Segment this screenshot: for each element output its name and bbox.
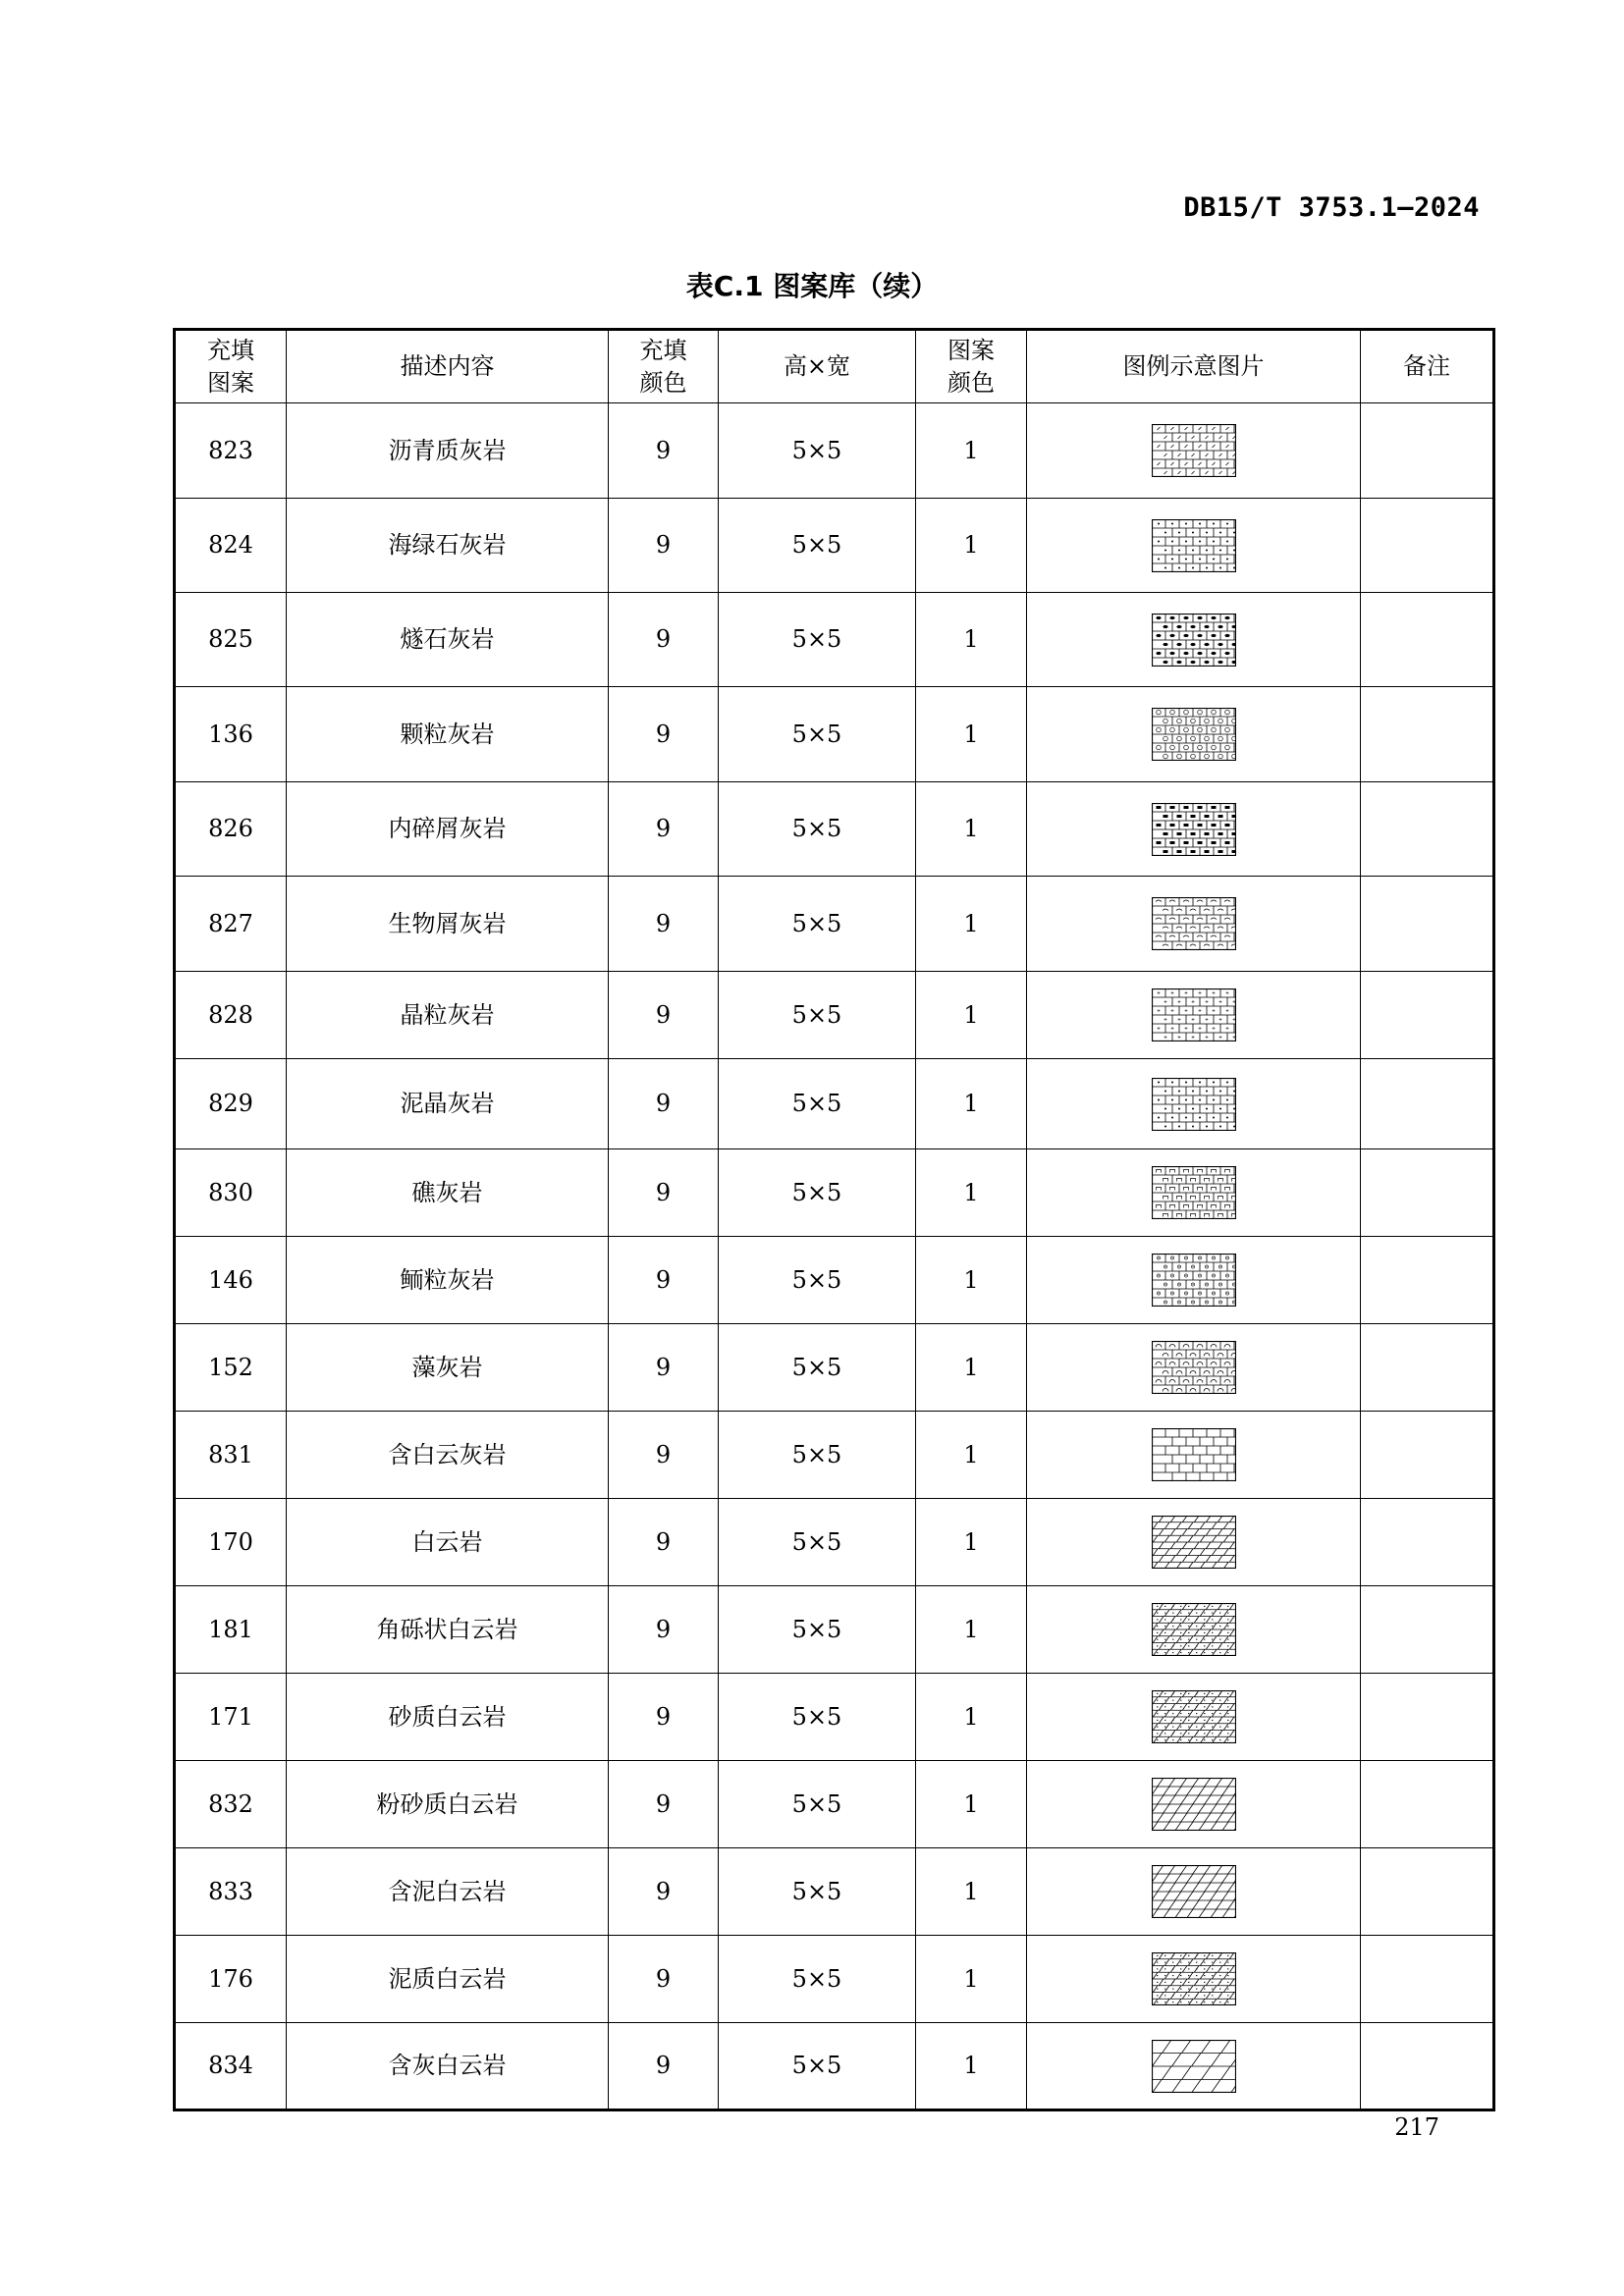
fill-pattern-code-cell: 831 <box>175 1412 287 1499</box>
fill-pattern-code-cell: 171 <box>175 1674 287 1761</box>
table-row <box>175 782 1494 877</box>
pattern-color-cell: 1 <box>916 1324 1027 1412</box>
table-row <box>175 1761 1494 1848</box>
table-row <box>175 877 1494 972</box>
legend-image-cell <box>1027 593 1361 687</box>
table-row <box>175 972 1494 1059</box>
pattern-color-cell: 1 <box>916 1059 1027 1149</box>
lithology-pattern-swatch <box>1152 1603 1236 1656</box>
header-fill-color: 充填 颜色 <box>609 330 719 403</box>
legend-image-cell <box>1027 1149 1361 1237</box>
legend-image-cell <box>1027 687 1361 782</box>
description-cell: 含灰白云岩 <box>287 2023 609 2110</box>
fill-pattern-code-cell: 827 <box>175 877 287 972</box>
fill-pattern-code-cell: 176 <box>175 1936 287 2023</box>
remarks-cell <box>1361 1936 1494 2023</box>
fill-color-cell: 9 <box>609 877 719 972</box>
pattern-color-cell: 1 <box>916 1412 1027 1499</box>
fill-pattern-code-cell: 146 <box>175 1237 287 1324</box>
size-cell: 5×5 <box>719 687 916 782</box>
remarks-cell <box>1361 877 1494 972</box>
header-pattern-color: 图案 颜色 <box>916 330 1027 403</box>
fill-pattern-code-cell: 830 <box>175 1149 287 1237</box>
description-cell: 白云岩 <box>287 1499 609 1586</box>
legend-image-cell <box>1027 2023 1361 2110</box>
header-description: 描述内容 <box>287 330 609 403</box>
table-row <box>175 1499 1494 1586</box>
description-cell: 泥晶灰岩 <box>287 1059 609 1149</box>
remarks-cell <box>1361 1412 1494 1499</box>
fill-pattern-code-cell: 823 <box>175 403 287 499</box>
header-size: 高×宽 <box>719 330 916 403</box>
legend-image-cell <box>1027 1761 1361 1848</box>
fill-pattern-code-cell: 170 <box>175 1499 287 1586</box>
fill-pattern-code-cell: 824 <box>175 499 287 593</box>
fill-pattern-code-cell: 833 <box>175 1848 287 1936</box>
lithology-pattern-swatch <box>1152 803 1236 856</box>
fill-color-cell: 9 <box>609 782 719 877</box>
remarks-cell <box>1361 403 1494 499</box>
legend-image-cell <box>1027 1412 1361 1499</box>
lithology-pattern-swatch <box>1152 519 1236 572</box>
remarks-cell <box>1361 2023 1494 2110</box>
lithology-pattern-swatch <box>1152 1778 1236 1831</box>
fill-pattern-code-cell: 834 <box>175 2023 287 2110</box>
pattern-color-cell: 1 <box>916 972 1027 1059</box>
description-cell: 砂质白云岩 <box>287 1674 609 1761</box>
fill-pattern-code-cell: 828 <box>175 972 287 1059</box>
pattern-color-cell: 1 <box>916 1586 1027 1674</box>
fill-color-cell: 9 <box>609 1936 719 2023</box>
fill-color-cell: 9 <box>609 1324 719 1412</box>
fill-pattern-code-cell: 181 <box>175 1586 287 1674</box>
size-cell: 5×5 <box>719 1586 916 1674</box>
size-cell: 5×5 <box>719 1412 916 1499</box>
legend-image-cell <box>1027 972 1361 1059</box>
size-cell: 5×5 <box>719 403 916 499</box>
legend-image-cell <box>1027 403 1361 499</box>
remarks-cell <box>1361 593 1494 687</box>
size-cell: 5×5 <box>719 782 916 877</box>
description-cell: 颗粒灰岩 <box>287 687 609 782</box>
size-cell: 5×5 <box>719 877 916 972</box>
lithology-pattern-swatch <box>1152 708 1236 761</box>
legend-image-cell <box>1027 877 1361 972</box>
pattern-color-cell: 1 <box>916 1761 1027 1848</box>
description-cell: 角砾状白云岩 <box>287 1586 609 1674</box>
fill-color-cell: 9 <box>609 687 719 782</box>
pattern-color-cell: 1 <box>916 782 1027 877</box>
fill-pattern-code-cell: 832 <box>175 1761 287 1848</box>
lithology-pattern-swatch <box>1152 1428 1236 1481</box>
lithology-pattern-swatch <box>1152 1341 1236 1394</box>
fill-color-cell: 9 <box>609 2023 719 2110</box>
header-remarks: 备注 <box>1361 330 1494 403</box>
remarks-cell <box>1361 972 1494 1059</box>
pattern-color-cell: 1 <box>916 403 1027 499</box>
description-cell: 粉砂质白云岩 <box>287 1761 609 1848</box>
size-cell: 5×5 <box>719 2023 916 2110</box>
fill-pattern-code-cell: 829 <box>175 1059 287 1149</box>
table-row <box>175 1674 1494 1761</box>
table-row <box>175 1936 1494 2023</box>
fill-color-cell: 9 <box>609 1848 719 1936</box>
fill-color-cell: 9 <box>609 1237 719 1324</box>
fill-pattern-code-cell: 136 <box>175 687 287 782</box>
remarks-cell <box>1361 1586 1494 1674</box>
fill-color-cell: 9 <box>609 593 719 687</box>
table-row <box>175 1149 1494 1237</box>
fill-color-cell: 9 <box>609 1059 719 1149</box>
legend-image-cell <box>1027 1499 1361 1586</box>
remarks-cell <box>1361 1499 1494 1586</box>
remarks-cell <box>1361 1674 1494 1761</box>
remarks-cell <box>1361 499 1494 593</box>
pattern-color-cell: 1 <box>916 1848 1027 1936</box>
fill-color-cell: 9 <box>609 1586 719 1674</box>
lithology-pattern-swatch <box>1152 1166 1236 1219</box>
legend-image-cell <box>1027 1237 1361 1324</box>
pattern-color-cell: 1 <box>916 1237 1027 1324</box>
lithology-pattern-swatch <box>1152 1078 1236 1131</box>
description-cell: 泥质白云岩 <box>287 1936 609 2023</box>
fill-color-cell: 9 <box>609 1499 719 1586</box>
lithology-pattern-swatch <box>1152 988 1236 1041</box>
table-row <box>175 1237 1494 1324</box>
fill-pattern-code-cell: 152 <box>175 1324 287 1412</box>
description-cell: 燧石灰岩 <box>287 593 609 687</box>
description-cell: 含白云灰岩 <box>287 1412 609 1499</box>
pattern-color-cell: 1 <box>916 1499 1027 1586</box>
pattern-color-cell: 1 <box>916 499 1027 593</box>
table-row <box>175 499 1494 593</box>
legend-image-cell <box>1027 1674 1361 1761</box>
document-code: DB15/T 3753.1—2024 <box>1183 192 1480 223</box>
pattern-color-cell: 1 <box>916 593 1027 687</box>
lithology-pattern-swatch <box>1152 1516 1236 1569</box>
pattern-color-cell: 1 <box>916 1149 1027 1237</box>
remarks-cell <box>1361 782 1494 877</box>
legend-image-cell <box>1027 499 1361 593</box>
legend-image-cell <box>1027 1059 1361 1149</box>
size-cell: 5×5 <box>719 1761 916 1848</box>
remarks-cell <box>1361 1149 1494 1237</box>
description-cell: 鲕粒灰岩 <box>287 1237 609 1324</box>
fill-color-cell: 9 <box>609 1412 719 1499</box>
lithology-pattern-swatch <box>1152 897 1236 950</box>
remarks-cell <box>1361 1237 1494 1324</box>
pattern-library-table <box>173 328 1495 2111</box>
legend-image-cell <box>1027 782 1361 877</box>
lithology-pattern-swatch <box>1152 2040 1236 2093</box>
lithology-pattern-swatch <box>1152 1952 1236 2005</box>
legend-image-cell <box>1027 1586 1361 1674</box>
table-row <box>175 687 1494 782</box>
remarks-cell <box>1361 1761 1494 1848</box>
size-cell: 5×5 <box>719 1936 916 2023</box>
description-cell: 含泥白云岩 <box>287 1848 609 1936</box>
size-cell: 5×5 <box>719 1674 916 1761</box>
lithology-pattern-swatch <box>1152 424 1236 477</box>
remarks-cell <box>1361 687 1494 782</box>
pattern-color-cell: 1 <box>916 687 1027 782</box>
header-legend-image: 图例示意图片 <box>1027 330 1361 403</box>
lithology-pattern-swatch <box>1152 614 1236 667</box>
table-row <box>175 593 1494 687</box>
pattern-color-cell: 1 <box>916 877 1027 972</box>
table-row <box>175 1848 1494 1936</box>
size-cell: 5×5 <box>719 1059 916 1149</box>
table-body <box>175 403 1494 2110</box>
legend-image-cell <box>1027 1324 1361 1412</box>
remarks-cell <box>1361 1324 1494 1412</box>
description-cell: 生物屑灰岩 <box>287 877 609 972</box>
pattern-color-cell: 1 <box>916 1674 1027 1761</box>
table-row <box>175 1324 1494 1412</box>
fill-color-cell: 9 <box>609 499 719 593</box>
fill-color-cell: 9 <box>609 1761 719 1848</box>
legend-image-cell <box>1027 1848 1361 1936</box>
size-cell: 5×5 <box>719 499 916 593</box>
table-header-row <box>175 330 1494 403</box>
description-cell: 晶粒灰岩 <box>287 972 609 1059</box>
fill-pattern-code-cell: 826 <box>175 782 287 877</box>
size-cell: 5×5 <box>719 1499 916 1586</box>
fill-pattern-code-cell: 825 <box>175 593 287 687</box>
page-number: 217 <box>1394 2113 1439 2141</box>
description-cell: 藻灰岩 <box>287 1324 609 1412</box>
description-cell: 内碎屑灰岩 <box>287 782 609 877</box>
remarks-cell <box>1361 1059 1494 1149</box>
size-cell: 5×5 <box>719 1324 916 1412</box>
fill-color-cell: 9 <box>609 1674 719 1761</box>
size-cell: 5×5 <box>719 593 916 687</box>
pattern-color-cell: 1 <box>916 1936 1027 2023</box>
table-title: 表C.1 图案库（续） <box>685 270 939 302</box>
size-cell: 5×5 <box>719 972 916 1059</box>
table-row <box>175 403 1494 499</box>
description-cell: 沥青质灰岩 <box>287 403 609 499</box>
fill-color-cell: 9 <box>609 1149 719 1237</box>
description-cell: 海绿石灰岩 <box>287 499 609 593</box>
size-cell: 5×5 <box>719 1237 916 1324</box>
size-cell: 5×5 <box>719 1848 916 1936</box>
table-row <box>175 1059 1494 1149</box>
table-row <box>175 1412 1494 1499</box>
fill-color-cell: 9 <box>609 972 719 1059</box>
header-fill-pattern: 充填 图案 <box>175 330 287 403</box>
table-row <box>175 1586 1494 1674</box>
lithology-pattern-swatch <box>1152 1865 1236 1918</box>
legend-image-cell <box>1027 1936 1361 2023</box>
remarks-cell <box>1361 1848 1494 1936</box>
size-cell: 5×5 <box>719 1149 916 1237</box>
pattern-color-cell: 1 <box>916 2023 1027 2110</box>
lithology-pattern-swatch <box>1152 1690 1236 1743</box>
table-row <box>175 2023 1494 2110</box>
fill-color-cell: 9 <box>609 403 719 499</box>
lithology-pattern-swatch <box>1152 1254 1236 1307</box>
description-cell: 礁灰岩 <box>287 1149 609 1237</box>
